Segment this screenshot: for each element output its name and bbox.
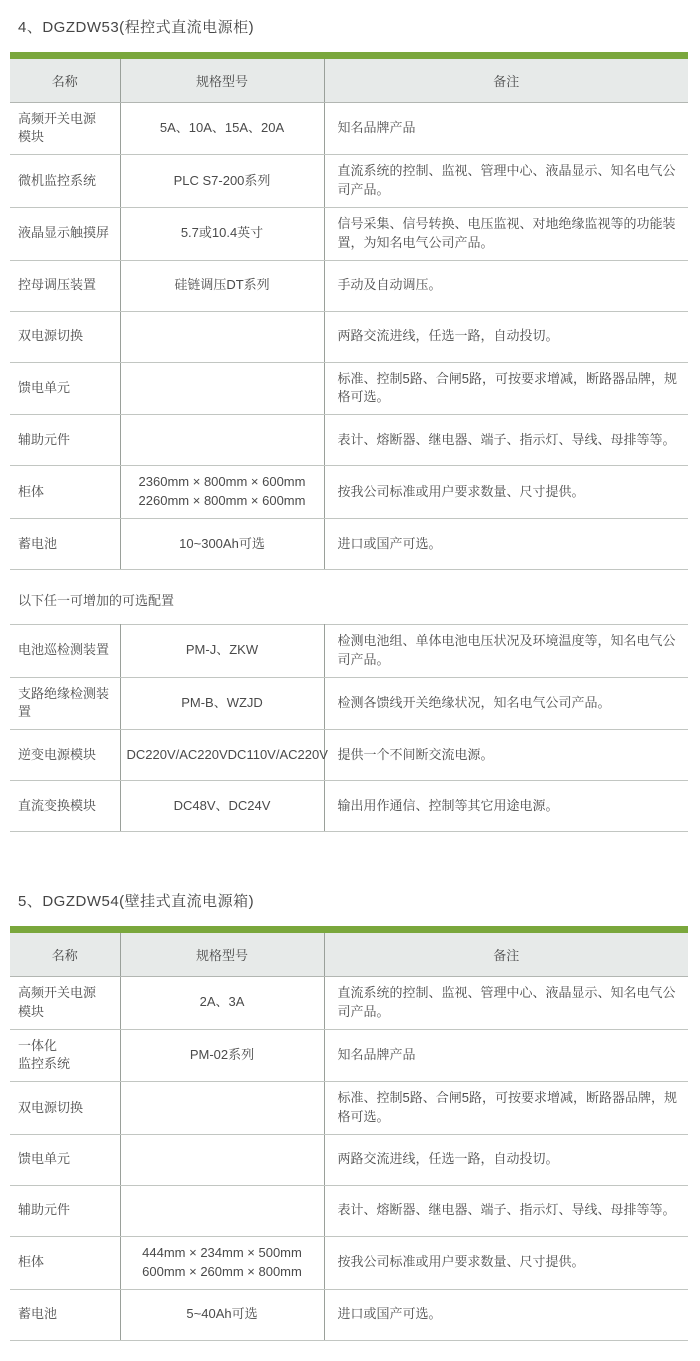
cell-spec: PM-J、ZKW xyxy=(120,624,324,677)
cell-name: 微机监控系统 xyxy=(10,155,120,208)
cell-name: 双电源切换 xyxy=(10,1082,120,1135)
cell-remark: 进口或国产可选。 xyxy=(324,518,688,569)
cell-spec: DC48V、DC24V xyxy=(120,781,324,832)
cell-remark: 标准、控制5路、合闸5路，可按要求增减，断路器品牌，规格可选。 xyxy=(324,362,688,415)
column-header-name: 名称 xyxy=(10,59,120,102)
cell-spec: 2360mm × 800mm × 600mm 2260mm × 800mm × 600mm xyxy=(120,466,324,519)
column-header-name: 名称 xyxy=(10,933,120,976)
section-dgzdw53 xyxy=(10,16,688,832)
table-row xyxy=(10,311,688,362)
cell-remark: 两路交流进线，任选一路，自动投切。 xyxy=(324,1134,688,1185)
table-row xyxy=(10,155,688,208)
table-row xyxy=(10,624,688,677)
cell-spec: 硅链调压DT系列 xyxy=(120,260,324,311)
cell-spec: PLC S7-200系列 xyxy=(120,155,324,208)
section-title-dgzdw53: 4、DGZDW53(程控式直流电源柜) xyxy=(18,19,255,36)
section-dgzdw54 xyxy=(10,890,688,1340)
cell-remark: 输出用作通信、控制等其它用途电源。 xyxy=(324,781,688,832)
table-row xyxy=(10,415,688,466)
cell-remark: 直流系统的控制、监视、管理中心、液晶显示、知名电气公司产品。 xyxy=(324,976,688,1029)
cell-name: 直流变换模块 xyxy=(10,781,120,832)
spec-table-dgzdw53 xyxy=(10,59,688,570)
table-row xyxy=(10,260,688,311)
table-row xyxy=(10,1185,688,1236)
cell-remark: 手动及自动调压。 xyxy=(324,260,688,311)
cell-spec: PM-B、WZJD xyxy=(120,677,324,730)
cell-remark: 两路交流进线，任选一路，自动投切。 xyxy=(324,311,688,362)
header-row xyxy=(10,59,688,102)
table-row xyxy=(10,102,688,155)
cell-remark: 直流系统的控制、监视、管理中心、液晶显示、知名电气公司产品。 xyxy=(324,155,688,208)
cell-spec: 444mm × 234mm × 500mm 600mm × 260mm × 800mm xyxy=(120,1236,324,1289)
cell-name: 蓄电池 xyxy=(10,518,120,569)
cell-remark: 信号采集、信号转换、电压监视、对地绝缘监视等的功能装置，为知名电气公司产品。 xyxy=(324,207,688,260)
cell-remark: 检测各馈线开关绝缘状况，知名电气公司产品。 xyxy=(324,677,688,730)
cell-spec xyxy=(120,1134,324,1185)
table-row xyxy=(10,976,688,1029)
cell-spec xyxy=(120,415,324,466)
cell-spec: PM-02系列 xyxy=(120,1029,324,1082)
table-row xyxy=(10,730,688,781)
cell-spec: 2A、3A xyxy=(120,976,324,1029)
table-row xyxy=(10,677,688,730)
cell-remark: 知名品牌产品 xyxy=(324,1029,688,1082)
cell-remark: 表计、熔断器、继电器、端子、指示灯、导线、母排等等。 xyxy=(324,1185,688,1236)
cell-remark: 按我公司标准或用户要求数量、尺寸提供。 xyxy=(324,466,688,519)
table-accent-bar xyxy=(10,926,688,933)
cell-name: 高频开关电源 模块 xyxy=(10,976,120,1029)
cell-name: 馈电单元 xyxy=(10,1134,120,1185)
cell-name: 柜体 xyxy=(10,466,120,519)
cell-spec: 5.7或10.4英寸 xyxy=(120,207,324,260)
cell-name: 蓄电池 xyxy=(10,1289,120,1340)
cell-remark: 表计、熔断器、继电器、端子、指示灯、导线、母排等等。 xyxy=(324,415,688,466)
cell-remark: 进口或国产可选。 xyxy=(324,1289,688,1340)
table-row xyxy=(10,207,688,260)
table-accent-bar xyxy=(10,52,688,59)
cell-name: 一体化 监控系统 xyxy=(10,1029,120,1082)
table-row xyxy=(10,362,688,415)
section-title-dgzdw54: 5、DGZDW54(壁挂式直流电源箱) xyxy=(18,893,255,911)
cell-name: 双电源切换 xyxy=(10,311,120,362)
cell-name: 控母调压装置 xyxy=(10,260,120,311)
column-header-model: 规格型号 xyxy=(120,933,324,976)
cell-spec xyxy=(120,1185,324,1236)
cell-name: 辅助元件 xyxy=(10,415,120,466)
table-row xyxy=(10,518,688,569)
table-row xyxy=(10,466,688,519)
table-row xyxy=(10,781,688,832)
column-header-model: 规格型号 xyxy=(120,59,324,102)
cell-name: 电池巡检测装置 xyxy=(10,624,120,677)
cell-spec xyxy=(120,311,324,362)
optional-config-table xyxy=(10,624,688,832)
cell-name: 馈电单元 xyxy=(10,362,120,415)
cell-name: 高频开关电源 模块 xyxy=(10,102,120,155)
cell-spec: 5~40Ah可选 xyxy=(120,1289,324,1340)
cell-name: 液晶显示触摸屏 xyxy=(10,207,120,260)
table-row xyxy=(10,1082,688,1135)
cell-remark: 检测电池组、单体电池电压状况及环境温度等，知名电气公司产品。 xyxy=(324,624,688,677)
cell-spec: DC220V/AC220VDC110V/AC220V xyxy=(120,730,324,781)
cell-remark: 标准、控制5路、合闸5路，可按要求增减，断路器品牌，规格可选。 xyxy=(324,1082,688,1135)
cell-name: 逆变电源模块 xyxy=(10,730,120,781)
table-row xyxy=(10,1029,688,1082)
cell-spec xyxy=(120,362,324,415)
cell-spec xyxy=(120,1082,324,1135)
cell-remark: 知名品牌产品 xyxy=(324,102,688,155)
cell-name: 辅助元件 xyxy=(10,1185,120,1236)
cell-remark: 提供一个不间断交流电源。 xyxy=(324,730,688,781)
cell-name: 柜体 xyxy=(10,1236,120,1289)
table-row xyxy=(10,1236,688,1289)
column-header-remark: 备注 xyxy=(324,59,688,102)
cell-remark: 按我公司标准或用户要求数量、尺寸提供。 xyxy=(324,1236,688,1289)
spec-table-dgzdw54 xyxy=(10,933,688,1340)
table-row xyxy=(10,1134,688,1185)
cell-spec: 5A、10A、15A、20A xyxy=(120,102,324,155)
table-row xyxy=(10,1289,688,1340)
optional-config-note: 以下任一可增加的可选配置 xyxy=(18,592,175,608)
cell-spec: 10~300Ah可选 xyxy=(120,518,324,569)
cell-name: 支路绝缘检测装置 xyxy=(10,677,120,730)
column-header-remark: 备注 xyxy=(324,933,688,976)
header-row xyxy=(10,933,688,976)
